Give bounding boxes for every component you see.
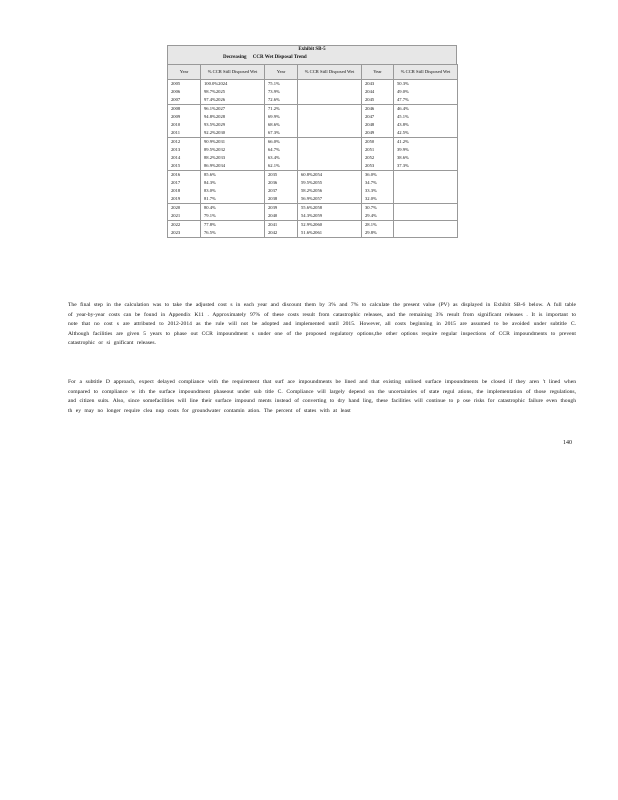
table-cell: 85.6% (201, 171, 265, 180)
table-cell: 75.1% (265, 80, 298, 89)
exhibit-title-block (167, 45, 457, 64)
table-cell: 2043 (362, 80, 394, 89)
table-cell: 68.6% (265, 121, 298, 129)
table-cell: 2016 (168, 171, 201, 180)
table-cell: 2052 (362, 154, 394, 162)
table-cell: 73.9% (265, 88, 298, 96)
table-cell: 38.6% (394, 154, 458, 162)
table-row (168, 171, 458, 180)
table-cell: 2023 (168, 229, 201, 238)
table-cell: 86.9%2034 (201, 162, 265, 171)
table-cell: 37.3% (394, 162, 458, 171)
table-cell: 2045 (362, 96, 394, 105)
table-cell (394, 171, 458, 180)
table-cell: 2015 (168, 162, 201, 171)
table-cell: 100.0%2024 (201, 80, 265, 89)
table-cell: 71.2% (265, 105, 298, 114)
table-cell (298, 146, 362, 154)
table-cell (298, 88, 362, 96)
table-cell (298, 105, 362, 114)
table-cell (298, 138, 362, 147)
table-cell: 83.0% (201, 187, 265, 195)
table-row (168, 121, 458, 129)
table-cell: 62.1% (265, 162, 298, 171)
table-cell: 43.8% (394, 121, 458, 129)
table-cell: 2022 (168, 221, 201, 230)
header-pct: % CCR Still Disposed Wet (394, 65, 458, 80)
table-cell (298, 154, 362, 162)
table-cell: 46.4% (394, 105, 458, 114)
table-row (168, 105, 458, 114)
table-cell: 2009 (168, 113, 201, 121)
table-cell: 29.8% (362, 229, 394, 238)
table-cell: 2042 (265, 229, 298, 238)
table-cell: 93.5%2029 (201, 121, 265, 129)
table-row (168, 187, 458, 195)
table-row (168, 162, 458, 171)
table-cell: 33.3% (362, 187, 394, 195)
header-year: Year (265, 65, 298, 80)
table-cell: 51.6%2061 (298, 229, 362, 238)
table-cell: 2021 (168, 212, 201, 221)
table-cell (394, 212, 458, 221)
table-cell: 41.2% (394, 138, 458, 147)
table-cell (394, 187, 458, 195)
table-header-row (168, 65, 458, 80)
table-cell: 77.8% (201, 221, 265, 230)
paragraph-subtitle-d: For a subtitle D approach, expect delayed compliance with the requirement that surf ace impoundments be lined and that existing unlined surface impoundments be closed if they aren 't lined when compared to compliance w ith the surface impoundment phaseout under sub title C. Compliance will largely depend on the uncertainties of state regul ations, the implementation of those regulations, and citizen suits. Also, since somefacilities will line their surface impound ments instead of converting to dry hand ling, these facilities will continue to p ose risks for catastrophic failure even though th ey may no longer require clea nup costs for groundwater contamin ation. The percent of states with at least (68, 379, 576, 414)
table-cell: 2038 (265, 195, 298, 204)
table-cell: 63.4% (265, 154, 298, 162)
table-cell: 39.9% (394, 146, 458, 154)
exhibit-subtitle-left: Decreasing (223, 55, 247, 60)
table-cell: 2035 (265, 171, 298, 180)
table-cell: 2036 (265, 179, 298, 187)
table-cell: 64.7% (265, 146, 298, 154)
table-cell: 96.1%2027 (201, 105, 265, 114)
table-row (168, 96, 458, 105)
table-row (168, 154, 458, 162)
table-cell: 42.5% (394, 129, 458, 138)
table-row (168, 195, 458, 204)
exhibit-sb5 (167, 45, 457, 238)
table-cell: 2010 (168, 121, 201, 129)
table-cell: 2046 (362, 105, 394, 114)
table-cell: 2008 (168, 105, 201, 114)
table-cell (394, 229, 458, 238)
table-cell: 2039 (265, 204, 298, 213)
table-cell: 60.8%2054 (298, 171, 362, 180)
table-row (168, 88, 458, 96)
table-cell: 89.5%2032 (201, 146, 265, 154)
table-cell: 94.8%2028 (201, 113, 265, 121)
wet-disposal-table (167, 64, 458, 238)
table-cell (298, 121, 362, 129)
table-cell: 2040 (265, 212, 298, 221)
table-cell: 52.9%2060 (298, 221, 362, 230)
table-cell: 55.6%2058 (298, 204, 362, 213)
table-cell: 2005 (168, 80, 201, 89)
table-cell (394, 221, 458, 230)
table-cell: 29.4% (362, 212, 394, 221)
table-cell: 28.1% (362, 221, 394, 230)
table-cell: 2007 (168, 96, 201, 105)
table-cell: 47.7% (394, 96, 458, 105)
table-cell: 2049 (362, 129, 394, 138)
exhibit-subtitle-right: CCR Wet Disposal Trend (252, 55, 307, 60)
table-cell: 80.4% (201, 204, 265, 213)
table-cell: 54.3%2059 (298, 212, 362, 221)
table-cell: 92.2%2030 (201, 129, 265, 138)
table-cell: 45.1% (394, 113, 458, 121)
table-cell: 59.5%2055 (298, 179, 362, 187)
header-year: Year (168, 65, 201, 80)
table-cell: 79.1% (201, 212, 265, 221)
table-cell: 32.0% (362, 195, 394, 204)
table-row (168, 229, 458, 238)
table-body (168, 80, 458, 238)
table-cell: 34.7% (362, 179, 394, 187)
table-cell: 2053 (362, 162, 394, 171)
table-cell: 2011 (168, 129, 201, 138)
table-row (168, 113, 458, 121)
table-row (168, 138, 458, 147)
exhibit-title: Exhibit SB-5 (298, 47, 326, 52)
table-row (168, 146, 458, 154)
table-row (168, 221, 458, 230)
table-cell: 2050 (362, 138, 394, 147)
exhibit-subtitle (223, 55, 423, 60)
table-cell (394, 204, 458, 213)
table-row (168, 80, 458, 89)
header-pct: % CCR Still Disposed Wet (298, 65, 362, 80)
page-number: 140 (563, 440, 572, 446)
header-year: Year (362, 65, 394, 80)
table-cell: 2019 (168, 195, 201, 204)
table-cell: 98.7%2025 (201, 88, 265, 96)
table-cell (298, 129, 362, 138)
table-cell: 2037 (265, 187, 298, 195)
table-cell: 67.3% (265, 129, 298, 138)
table-cell: 88.2%2033 (201, 154, 265, 162)
table-cell: 2006 (168, 88, 201, 96)
table-cell: 2047 (362, 113, 394, 121)
table-cell: 66.0% (265, 138, 298, 147)
table-cell: 97.4%2026 (201, 96, 265, 105)
table-cell: 50.3% (394, 80, 458, 89)
table-cell (394, 179, 458, 187)
table-cell: 2044 (362, 88, 394, 96)
table-row (168, 212, 458, 221)
table-cell: 2017 (168, 179, 201, 187)
table-row (168, 204, 458, 213)
table-cell: 2012 (168, 138, 201, 147)
table-cell: 81.7% (201, 195, 265, 204)
table-cell (394, 195, 458, 204)
table-cell (298, 96, 362, 105)
table-cell (298, 162, 362, 171)
table-cell: 49.0% (394, 88, 458, 96)
table-cell: 72.6% (265, 96, 298, 105)
table-cell: 58.2%2056 (298, 187, 362, 195)
table-cell: 56.9%2057 (298, 195, 362, 204)
table-row (168, 179, 458, 187)
table-cell: 2020 (168, 204, 201, 213)
table-cell: 30.7% (362, 204, 394, 213)
table-cell: 2013 (168, 146, 201, 154)
table-cell (298, 80, 362, 89)
paragraph-present-value: The final step in the calculation was to take the adjusted cost s in each year and discount them by 3% and 7% to calculate the present value (PV) as displayed in Exhibit SB-6 below. A full table of year-by-year costs can be found in Appendix K11 . Approximately 97% of these costs result from catastrophic releases, and the remaining 3% result from significant releases . It is important to note that no cost s are attributed to 2012-2014 as the rule will not be adopted and implemented until 2015. However, all costs beginning in 2015 are assumed to be avoided under subtitle C. Although facilities are given 5 years to phase out CCR impoundment s under one of the proposed regulatory options,the other options require regular inspections of CCR impoundments to prevent catastrophic or si gnificant releases. (68, 302, 576, 346)
table-cell: 69.9% (265, 113, 298, 121)
table-cell: 90.9%2031 (201, 138, 265, 147)
table-cell: 84.3% (201, 179, 265, 187)
table-cell (298, 113, 362, 121)
header-pct: % CCR Still Disposed Wet (201, 65, 265, 80)
table-cell: 2048 (362, 121, 394, 129)
table-cell: 2051 (362, 146, 394, 154)
table-row (168, 129, 458, 138)
table-cell: 76.5% (201, 229, 265, 238)
table-cell: 2018 (168, 187, 201, 195)
table-cell: 36.0% (362, 171, 394, 180)
table-cell: 2041 (265, 221, 298, 230)
table-cell: 2014 (168, 154, 201, 162)
